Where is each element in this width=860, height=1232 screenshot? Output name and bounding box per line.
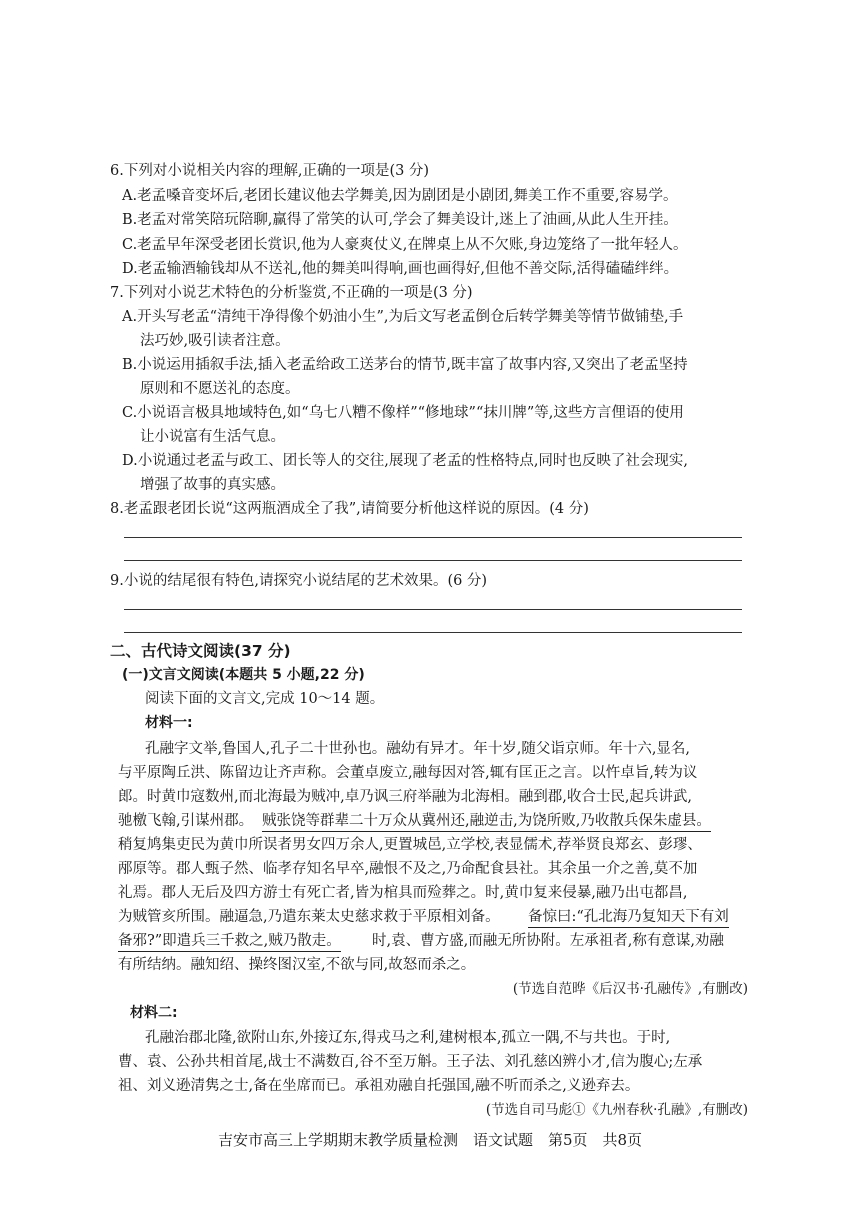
material-1-line: 驰檄飞翰,引谋州郡。 [118,813,254,829]
q7-option-b-cont: 原则和不愿送礼的态度。 [140,381,300,397]
section-title: 二、古代诗文阅读(37 分) [110,642,291,660]
material-2-line: 祖、刘义逊清隽之士,备在坐席而已。承祖劝融自托强国,融不听而杀之,义逊弃去。 [118,1078,640,1094]
material-1-line: 时,袁、曹方盛,而融无所协附。左承祖者,称有意谋,劝融 [372,933,724,949]
q9-answer-line-2[interactable] [124,632,742,633]
q7-option-a-cont: 法巧妙,吸引读者注意。 [140,333,290,349]
q8-answer-line-2[interactable] [124,560,742,561]
material-2-label: 材料二: [130,1005,178,1021]
material-2-source: (节选自司马彪①《九州春秋·孔融》,有删改) [485,1102,748,1118]
q6-option-a: A.老孟嗓音变坏后,老团长建议他去学舞美,因为剧团是小剧团,舞美工作不重要,容易学。 [122,188,678,204]
q7-stem: 7.下列对小说艺术特色的分析鉴赏,不正确的一项是(3 分) [110,285,473,301]
material-1-line: 稍复鸠集吏民为黄巾所误者男女四万余人,更置城邑,立学校,表显儒术,荐举贤良郑玄、彭璆、 [118,837,702,853]
section-subtitle: (一)文言文阅读(本题共 5 小题,22 分) [122,667,365,683]
q8-answer-line-1[interactable] [124,537,742,538]
page-footer: 吉安市高三上学期期末教学质量检测 语文试题 第5页 共8页 [217,1131,643,1149]
q6-option-d: D.老孟输酒输钱却从不送礼,他的舞美叫得响,画也画得好,但他不善交际,活得磕磕绊绊。 [122,261,679,277]
material-1-underlined-sentence: 贼张饶等群辈二十万众从冀州还,融逆击,为饶所败,乃收散兵保朱虚县。 [262,811,711,832]
q6-option-c: C.老孟早年深受老团长赏识,他为人豪爽仗义,在牌桌上从不欠账,身边笼络了一批年轻人。 [122,237,688,253]
material-1-line: 与平原陶丘洪、陈留边让齐声称。会董卓废立,融每因对答,辄有匡正之言。以忤卓旨,转为议 [118,765,698,781]
q6-stem: 6.下列对小说相关内容的理解,正确的一项是(3 分) [110,163,430,179]
q7-option-a: A.开头写老孟“清纯干净得像个奶油小生”,为后文写老孟倒仓后转学舞美等情节做铺垫,手 [122,309,684,325]
material-1-line: 礼焉。郡人无后及四方游士有死亡者,皆为棺具而殓葬之。时,黄巾复来侵暴,融乃出屯都昌, [118,885,688,901]
q8-stem: 8.老孟跟老团长说“这两瓶酒成全了我”,请简要分析他这样说的原因。(4 分) [110,501,589,517]
material-1-line: 为贼管亥所围。融逼急,乃遣东莱太史慈求救于平原相刘备。 [118,909,500,925]
material-2-line: 孔融治郡北隆,欲附山东,外接辽东,得戎马之利,建树根本,孤立一隅,不与共也。于时, [145,1030,671,1046]
material-1-line: 郎。时黄巾寇数州,而北海最为贼冲,卓乃讽三府举融为北海相。融到郡,收合士民,起兵讲武, [118,789,693,805]
material-1-line: 邴原等。郡人甄子然、临孝存知名早卒,融恨不及之,乃命配食县社。其余虽一介之善,莫不加 [118,861,698,877]
material-1-underlined-sentence: 备邪?”即遣兵三千救之,贼乃散走。 [118,931,341,952]
q7-option-c-cont: 让小说富有生活气息。 [140,429,285,445]
q7-option-d-cont: 增强了故事的真实感。 [140,477,285,493]
q7-option-d: D.小说通过老孟与政工、团长等人的交往,展现了老孟的性格特点,同时也反映了社会现实, [122,453,689,469]
material-1-underlined-sentence: 备惊曰:“孔北海乃复知天下有刘 [528,907,729,928]
q7-option-b: B.小说运用插叙手法,插入老孟给政工送茅台的情节,既丰富了故事内容,又突出了老孟坚持 [122,357,688,373]
material-1-label: 材料一: [145,715,193,731]
material-1-line: 孔融字文举,鲁国人,孔子二十世孙也。融幼有异才。年十岁,随父诣京师。年十六,显名, [145,741,691,757]
q7-option-c: C.小说语言极具地域特色,如“乌七八糟不像样”“修地球”“抹川牌”等,这些方言俚语的使用 [122,405,684,421]
q6-option-b: B.老孟对常笑陪玩陪聊,赢得了常笑的认可,学会了舞美设计,迷上了油画,从此人生开挂。 [122,212,678,228]
q9-answer-line-1[interactable] [124,609,742,610]
material-1-line: 有所结纳。融知绍、操终图汉室,不欲与同,故怒而杀之。 [118,957,476,973]
q9-stem: 9.小说的结尾很有特色,请探究小说结尾的艺术效果。(6 分) [110,573,488,589]
material-2-line: 曹、袁、公孙共相首尾,战士不满数百,谷不至万斛。王子法、刘孔慈凶辨小才,信为腹心;左承 [118,1054,703,1070]
material-1-source: (节选自范晔《后汉书·孔融传》,有删改) [512,981,748,997]
reading-instruction: 阅读下面的文言文,完成 10～14 题。 [145,691,385,707]
